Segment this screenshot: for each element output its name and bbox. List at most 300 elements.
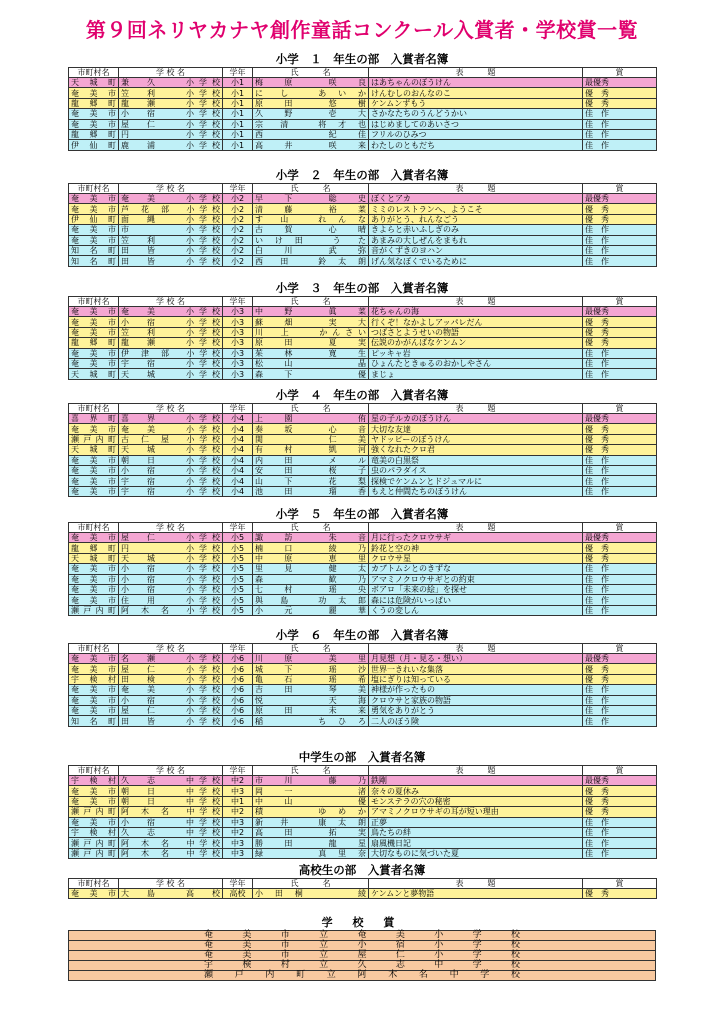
student-name-cell: 西 田 鈴 太 朗 bbox=[253, 256, 369, 266]
table-row bbox=[69, 109, 657, 119]
school-cell: 天 城 小学校 bbox=[119, 553, 223, 563]
municipality-cell: 天 城 町 bbox=[69, 553, 119, 563]
student-name-cell: 中 山 優 bbox=[253, 796, 369, 806]
student-name-cell: 積 ゆ め か bbox=[253, 807, 369, 817]
student-name-cell: 川 原 美 里 bbox=[253, 654, 369, 664]
story-title-cell: 神様が作ったもの bbox=[369, 685, 583, 695]
municipality-cell: 天 城 町 bbox=[69, 369, 119, 379]
section-title: 高校生の部 入賞者名簿 bbox=[298, 863, 426, 877]
award-cell: 佳 作 bbox=[583, 358, 657, 368]
municipality-cell: 天 城 町 bbox=[69, 445, 119, 455]
column-header-story-title: 表 題 bbox=[369, 184, 583, 194]
school-cell: 宇 宿 小学校 bbox=[119, 476, 223, 486]
story-title-cell: あまみの大しぜんをまもれ bbox=[369, 235, 583, 245]
column-header-grade: 学年 bbox=[223, 184, 253, 194]
table-row bbox=[69, 595, 657, 605]
table-row bbox=[69, 796, 657, 806]
column-header-student-name: 氏 名 bbox=[253, 297, 369, 307]
story-title-cell: 奈々の夏休み bbox=[369, 786, 583, 796]
student-name-cell: 松 山 晶 bbox=[253, 358, 369, 368]
table-row bbox=[69, 369, 657, 379]
school-cell: 朝 日 小学校 bbox=[119, 455, 223, 465]
municipality-cell: 奄 美 市 bbox=[69, 564, 119, 574]
table-row bbox=[69, 654, 657, 664]
award-cell: 最優秀 bbox=[583, 78, 657, 88]
award-cell: 佳 作 bbox=[583, 369, 657, 379]
grade-cell: 小5 bbox=[223, 543, 253, 553]
school-cell: 田 皆 小学校 bbox=[119, 256, 223, 266]
student-name-cell: 上 園 侑 bbox=[253, 414, 369, 424]
story-title-cell: 星の子ルカのぼうけん bbox=[369, 414, 583, 424]
grade-cell: 小5 bbox=[223, 533, 253, 543]
school-cell: 奄 美 小学校 bbox=[119, 685, 223, 695]
column-header-municipality: 市町村名 bbox=[69, 523, 119, 533]
award-cell: 最優秀 bbox=[583, 654, 657, 664]
table-header-row bbox=[69, 68, 657, 78]
table-row bbox=[69, 817, 657, 827]
municipality-cell: 伊 仙 町 bbox=[69, 214, 119, 224]
student-name-cell: 内 田 メ ル bbox=[253, 455, 369, 465]
story-title-cell: アマミノクロウサギとの約束 bbox=[369, 574, 583, 584]
municipality-cell: 龍 郷 町 bbox=[69, 98, 119, 108]
award-cell: 優 秀 bbox=[583, 796, 657, 806]
story-title-cell: 竜美の白黒祭 bbox=[369, 455, 583, 465]
school-cell: 小 宿 小学校 bbox=[119, 465, 223, 475]
story-title-cell: 大切なものに気づいた夏 bbox=[369, 848, 583, 858]
student-name-cell: 亀 石 瑶 希 bbox=[253, 674, 369, 684]
school-award-name: 奄美市立小宿小学校 bbox=[69, 941, 656, 951]
column-header-school: 学 校 名 bbox=[119, 184, 223, 194]
story-title-cell: 月見想（月・見る・想い） bbox=[369, 654, 583, 664]
student-name-cell: 梅 原 咲 良 bbox=[253, 78, 369, 88]
municipality-cell: 奄 美 市 bbox=[69, 235, 119, 245]
story-title-cell: けんむしのおんなのこ bbox=[369, 88, 583, 98]
award-cell: 佳 作 bbox=[583, 838, 657, 848]
municipality-cell: 奄 美 市 bbox=[69, 465, 119, 475]
municipality-cell: 奄 美 市 bbox=[69, 204, 119, 214]
table-header-row bbox=[69, 879, 657, 889]
school-cell: 宇 宿 小学校 bbox=[119, 486, 223, 496]
story-title-cell: きよらと赤いふしぎのみ bbox=[369, 225, 583, 235]
municipality-cell: 宇 検 村 bbox=[69, 827, 119, 837]
award-cell: 佳 作 bbox=[583, 716, 657, 726]
school-award-name: 宇検村立久志中学校 bbox=[69, 961, 656, 971]
column-header-story-title: 表 題 bbox=[369, 644, 583, 654]
story-title-cell: ぼくとアカ bbox=[369, 194, 583, 204]
municipality-cell: 奄 美 市 bbox=[69, 327, 119, 337]
grade-cell: 小4 bbox=[223, 465, 253, 475]
award-cell: 佳 作 bbox=[583, 574, 657, 584]
column-header-student-name: 氏 名 bbox=[253, 879, 369, 889]
student-name-cell: 古 賀 心 晴 bbox=[253, 225, 369, 235]
table-row bbox=[69, 327, 657, 337]
municipality-cell: 瀬戸内町 bbox=[69, 838, 119, 848]
column-header-municipality: 市町村名 bbox=[69, 68, 119, 78]
school-award-section bbox=[68, 915, 656, 981]
student-name-cell: 早 下 聡 史 bbox=[253, 194, 369, 204]
municipality-cell: 瀬戸内町 bbox=[69, 807, 119, 817]
school-cell: 小 宿 小学校 bbox=[119, 574, 223, 584]
student-name-cell: 小 田 桐 綾 bbox=[253, 889, 369, 899]
student-name-cell: 山 下 花 梨 bbox=[253, 476, 369, 486]
award-cell: 佳 作 bbox=[583, 705, 657, 715]
student-name-cell: 関 仁 美 bbox=[253, 434, 369, 444]
table-row bbox=[69, 838, 657, 848]
table-row bbox=[69, 434, 657, 444]
story-title-cell: げん気なぼくでいるために bbox=[369, 256, 583, 266]
table-row bbox=[69, 705, 657, 715]
grade-cell: 小5 bbox=[223, 605, 253, 615]
entry-table bbox=[68, 765, 657, 859]
entry-section bbox=[68, 507, 656, 616]
grade-cell: 小6 bbox=[223, 716, 253, 726]
school-cell: 笠 利 小学校 bbox=[119, 88, 223, 98]
award-cell: 優 秀 bbox=[583, 317, 657, 327]
story-title-cell: 鳥たちの絆 bbox=[369, 827, 583, 837]
grade-cell: 小4 bbox=[223, 486, 253, 496]
column-header-grade: 学年 bbox=[223, 68, 253, 78]
grade-cell: 小4 bbox=[223, 476, 253, 486]
table-row bbox=[69, 338, 657, 348]
student-name-cell: 中 野 眞 菜 bbox=[253, 307, 369, 317]
municipality-cell: 奄 美 市 bbox=[69, 476, 119, 486]
story-title-cell: 探検でケンムンとドジュマルに bbox=[369, 476, 583, 486]
grade-cell: 中3 bbox=[223, 838, 253, 848]
student-name-cell: 里 見 健 太 bbox=[253, 564, 369, 574]
grade-cell: 小5 bbox=[223, 584, 253, 594]
story-title-cell: ピッキャ岩 bbox=[369, 348, 583, 358]
student-name-cell: 原 田 夏 実 bbox=[253, 338, 369, 348]
grade-cell: 小4 bbox=[223, 414, 253, 424]
student-name-cell: 諏 訪 朱 音 bbox=[253, 533, 369, 543]
student-name-cell: 宗 清 将 才 也 bbox=[253, 119, 369, 129]
column-header-school: 学 校 名 bbox=[119, 879, 223, 889]
school-award-row bbox=[69, 931, 656, 941]
table-row bbox=[69, 605, 657, 615]
grade-cell: 小1 bbox=[223, 119, 253, 129]
grade-cell: 中2 bbox=[223, 776, 253, 786]
table-row bbox=[69, 584, 657, 594]
column-header-award: 賞 bbox=[583, 644, 657, 654]
student-name-cell: 市 川 藤 乃 bbox=[253, 776, 369, 786]
municipality-cell: 奄 美 市 bbox=[69, 424, 119, 434]
grade-cell: 小5 bbox=[223, 595, 253, 605]
story-title-cell: 塩にぎりは知っている bbox=[369, 674, 583, 684]
award-cell: 佳 作 bbox=[583, 564, 657, 574]
column-header-school: 学 校 名 bbox=[119, 644, 223, 654]
municipality-cell: 瀬戸内町 bbox=[69, 605, 119, 615]
column-header-school: 学 校 名 bbox=[119, 297, 223, 307]
municipality-cell: 奄 美 市 bbox=[69, 796, 119, 806]
table-row bbox=[69, 307, 657, 317]
grade-cell: 小1 bbox=[223, 140, 253, 150]
student-name-cell: 茱 林 寛 生 bbox=[253, 348, 369, 358]
school-cell: 兼 久 小学校 bbox=[119, 78, 223, 88]
entry-section bbox=[68, 52, 656, 151]
grade-cell: 小2 bbox=[223, 204, 253, 214]
entry-section bbox=[68, 168, 656, 267]
school-cell: 円 小学校 bbox=[119, 129, 223, 139]
column-header-story-title: 表 題 bbox=[369, 297, 583, 307]
student-name-cell: に し あ い か bbox=[253, 88, 369, 98]
municipality-cell: 奄 美 市 bbox=[69, 88, 119, 98]
table-row bbox=[69, 685, 657, 695]
table-row bbox=[69, 88, 657, 98]
section-title: 中学生の部 入賞者名簿 bbox=[298, 750, 426, 764]
school-cell: 龍 瀬 小学校 bbox=[119, 338, 223, 348]
story-title-cell: くうの変しん bbox=[369, 605, 583, 615]
school-cell: 喜 界 小学校 bbox=[119, 414, 223, 424]
award-cell: 優 秀 bbox=[583, 338, 657, 348]
entry-table bbox=[68, 522, 657, 616]
grade-cell: 小6 bbox=[223, 695, 253, 705]
column-header-school: 学 校 名 bbox=[119, 404, 223, 414]
municipality-cell: 龍 郷 町 bbox=[69, 129, 119, 139]
school-award-title: 学 校 賞 bbox=[321, 916, 403, 929]
grade-cell: 小2 bbox=[223, 214, 253, 224]
story-title-cell: 勇気をありがとう bbox=[369, 705, 583, 715]
school-cell: 屋 仁 小学校 bbox=[119, 664, 223, 674]
table-row bbox=[69, 78, 657, 88]
award-cell: 佳 作 bbox=[583, 348, 657, 358]
award-cell: 佳 作 bbox=[583, 595, 657, 605]
student-name-cell: 清 藤 裕 菜 bbox=[253, 204, 369, 214]
municipality-cell: 奄 美 市 bbox=[69, 685, 119, 695]
table-row bbox=[69, 225, 657, 235]
grade-cell: 中3 bbox=[223, 786, 253, 796]
table-row bbox=[69, 424, 657, 434]
column-header-grade: 学年 bbox=[223, 879, 253, 889]
story-title-cell: 虫のパラダイス bbox=[369, 465, 583, 475]
school-cell: 久 志 中学校 bbox=[119, 827, 223, 837]
table-row bbox=[69, 574, 657, 584]
entry-table bbox=[68, 183, 657, 267]
award-cell: 佳 作 bbox=[583, 119, 657, 129]
municipality-cell: 奄 美 市 bbox=[69, 348, 119, 358]
award-cell: 佳 作 bbox=[583, 225, 657, 235]
municipality-cell: 龍 郷 町 bbox=[69, 338, 119, 348]
story-title-cell: 行くぞ！なかよしアッパレだん bbox=[369, 317, 583, 327]
award-cell: 佳 作 bbox=[583, 685, 657, 695]
column-header-grade: 学年 bbox=[223, 766, 253, 776]
story-title-cell: つばさとようせいの物語 bbox=[369, 327, 583, 337]
section-title: 小学 ５ 年生の部 入賞者名簿 bbox=[275, 507, 449, 521]
student-name-cell: 高 田 拓 実 bbox=[253, 827, 369, 837]
municipality-cell: 龍 郷 町 bbox=[69, 543, 119, 553]
column-header-grade: 学年 bbox=[223, 404, 253, 414]
section-title: 小学 ６ 年生の部 入賞者名簿 bbox=[275, 628, 449, 642]
table-row bbox=[69, 194, 657, 204]
table-row bbox=[69, 674, 657, 684]
grade-cell: 小3 bbox=[223, 348, 253, 358]
column-header-award: 賞 bbox=[583, 68, 657, 78]
award-cell: 佳 作 bbox=[583, 817, 657, 827]
school-cell: 住 用 小学校 bbox=[119, 595, 223, 605]
award-cell: 佳 作 bbox=[583, 455, 657, 465]
municipality-cell: 喜 界 町 bbox=[69, 414, 119, 424]
award-cell: 佳 作 bbox=[583, 848, 657, 858]
story-title-cell: わたしのともだち bbox=[369, 140, 583, 150]
table-row bbox=[69, 695, 657, 705]
column-header-student-name: 氏 名 bbox=[253, 404, 369, 414]
award-cell: 佳 作 bbox=[583, 695, 657, 705]
school-cell: 大 島 高 校 bbox=[119, 889, 223, 899]
story-title-cell: アマミノクロウサギの耳が短い理由 bbox=[369, 807, 583, 817]
story-title-cell: ありがとう、れんなごう bbox=[369, 214, 583, 224]
table-row bbox=[69, 553, 657, 563]
story-title-cell: 鈴花と空の神 bbox=[369, 543, 583, 553]
column-header-municipality: 市町村名 bbox=[69, 184, 119, 194]
award-cell: 最優秀 bbox=[583, 414, 657, 424]
column-header-story-title: 表 題 bbox=[369, 879, 583, 889]
entry-table bbox=[68, 878, 657, 899]
column-header-student-name: 氏 名 bbox=[253, 766, 369, 776]
student-name-cell: す 山 れ ん な bbox=[253, 214, 369, 224]
school-cell: 小 宿 小学校 bbox=[119, 564, 223, 574]
table-row bbox=[69, 476, 657, 486]
table-row bbox=[69, 786, 657, 796]
column-header-school: 学 校 名 bbox=[119, 766, 223, 776]
school-cell: 朝 日 中学校 bbox=[119, 786, 223, 796]
municipality-cell: 奄 美 市 bbox=[69, 664, 119, 674]
column-header-municipality: 市町村名 bbox=[69, 644, 119, 654]
grade-cell: 小4 bbox=[223, 424, 253, 434]
award-cell: 優 秀 bbox=[583, 327, 657, 337]
municipality-cell: 伊 仙 町 bbox=[69, 140, 119, 150]
grade-cell: 中2 bbox=[223, 827, 253, 837]
school-cell: 阿 木 名 中学校 bbox=[119, 848, 223, 858]
grade-cell: 小1 bbox=[223, 98, 253, 108]
school-cell: 名 瀬 小学校 bbox=[119, 654, 223, 664]
school-cell: 屋 仁 小学校 bbox=[119, 533, 223, 543]
grade-cell: 小4 bbox=[223, 445, 253, 455]
story-title-cell: フリルのひみつ bbox=[369, 129, 583, 139]
award-cell: 優 秀 bbox=[583, 553, 657, 563]
grade-cell: 中2 bbox=[223, 807, 253, 817]
municipality-cell: 宇 検 村 bbox=[69, 674, 119, 684]
story-title-cell: 月に行ったクロウサギ bbox=[369, 533, 583, 543]
school-cell: 天 城 小学校 bbox=[119, 445, 223, 455]
school-cell: 円 小学校 bbox=[119, 543, 223, 553]
school-award-table bbox=[68, 930, 656, 981]
student-name-cell: 中 原 恵 里 bbox=[253, 553, 369, 563]
table-row bbox=[69, 348, 657, 358]
school-award-row bbox=[69, 971, 656, 981]
grade-cell: 小3 bbox=[223, 317, 253, 327]
student-name-cell: 城 下 瑶 沙 bbox=[253, 664, 369, 674]
municipality-cell: 奄 美 市 bbox=[69, 705, 119, 715]
award-cell: 佳 作 bbox=[583, 140, 657, 150]
table-row bbox=[69, 256, 657, 266]
school-cell: 古 仁 屋 小学校 bbox=[119, 434, 223, 444]
grade-cell: 小4 bbox=[223, 455, 253, 465]
student-name-cell: 原 田 悠 樹 bbox=[253, 98, 369, 108]
section-title: 小学 １ 年生の部 入賞者名簿 bbox=[275, 52, 449, 66]
student-name-cell: 久 野 壱 大 bbox=[253, 109, 369, 119]
column-header-municipality: 市町村名 bbox=[69, 766, 119, 776]
municipality-cell: 奄 美 市 bbox=[69, 817, 119, 827]
table-header-row bbox=[69, 404, 657, 414]
award-cell: 優 秀 bbox=[583, 674, 657, 684]
table-row bbox=[69, 414, 657, 424]
student-name-cell: 安 田 桜 子 bbox=[253, 465, 369, 475]
table-row bbox=[69, 465, 657, 475]
grade-cell: 小1 bbox=[223, 109, 253, 119]
municipality-cell: 瀬戸内町 bbox=[69, 848, 119, 858]
school-cell: 久 志 中学校 bbox=[119, 776, 223, 786]
municipality-cell: 奄 美 市 bbox=[69, 486, 119, 496]
table-header-row bbox=[69, 523, 657, 533]
municipality-cell: 奄 美 市 bbox=[69, 786, 119, 796]
student-name-cell: 有 村 凱 河 bbox=[253, 445, 369, 455]
municipality-cell: 奄 美 市 bbox=[69, 889, 119, 899]
student-name-cell: 岡 一 渚 bbox=[253, 786, 369, 796]
story-title-cell: もえと仲間たちのぼうけん bbox=[369, 486, 583, 496]
story-title-cell: 鉄剛 bbox=[369, 776, 583, 786]
municipality-cell: 奄 美 市 bbox=[69, 584, 119, 594]
award-cell: 佳 作 bbox=[583, 235, 657, 245]
table-row bbox=[69, 807, 657, 817]
column-header-student-name: 氏 名 bbox=[253, 68, 369, 78]
story-title-cell: さかなたちのうんどうかい bbox=[369, 109, 583, 119]
municipality-cell: 奄 美 市 bbox=[69, 695, 119, 705]
entry-table bbox=[68, 67, 657, 151]
grade-cell: 小2 bbox=[223, 256, 253, 266]
entry-section bbox=[68, 863, 656, 899]
award-cell: 優 秀 bbox=[583, 434, 657, 444]
column-header-award: 賞 bbox=[583, 184, 657, 194]
grade-cell: 小5 bbox=[223, 574, 253, 584]
school-cell: 鹿 浦 小学校 bbox=[119, 140, 223, 150]
entry-table bbox=[68, 403, 657, 497]
student-name-cell: 森 歓 乃 bbox=[253, 574, 369, 584]
student-name-cell: 新 井 康 太 朗 bbox=[253, 817, 369, 827]
student-name-cell: 白 川 武 弥 bbox=[253, 245, 369, 255]
award-cell: 佳 作 bbox=[583, 584, 657, 594]
award-cell: 最優秀 bbox=[583, 776, 657, 786]
award-cell: 佳 作 bbox=[583, 486, 657, 496]
school-cell: 面 縄 小学校 bbox=[119, 214, 223, 224]
award-cell: 最優秀 bbox=[583, 307, 657, 317]
column-header-story-title: 表 題 bbox=[369, 523, 583, 533]
grade-cell: 小5 bbox=[223, 564, 253, 574]
award-cell: 佳 作 bbox=[583, 129, 657, 139]
column-header-grade: 学年 bbox=[223, 523, 253, 533]
story-title-cell: モンステラの穴の秘密 bbox=[369, 796, 583, 806]
column-header-student-name: 氏 名 bbox=[253, 644, 369, 654]
column-header-municipality: 市町村名 bbox=[69, 404, 119, 414]
award-cell: 優 秀 bbox=[583, 204, 657, 214]
table-row bbox=[69, 140, 657, 150]
school-cell: 笠 利 小学校 bbox=[119, 235, 223, 245]
story-title-cell: 森には危険がいっぱい bbox=[369, 595, 583, 605]
student-name-cell: 奏 坂 心 音 bbox=[253, 424, 369, 434]
column-header-award: 賞 bbox=[583, 766, 657, 776]
table-row bbox=[69, 445, 657, 455]
municipality-cell: 奄 美 市 bbox=[69, 109, 119, 119]
municipality-cell: 奄 美 市 bbox=[69, 455, 119, 465]
student-name-cell: 與 島 功 太 郎 bbox=[253, 595, 369, 605]
table-row bbox=[69, 664, 657, 674]
table-row bbox=[69, 317, 657, 327]
student-name-cell: 原 田 未 来 bbox=[253, 705, 369, 715]
school-cell: 田 検 小学校 bbox=[119, 674, 223, 684]
column-header-award: 賞 bbox=[583, 297, 657, 307]
story-title-cell: 花ちゃんの海 bbox=[369, 307, 583, 317]
student-name-cell: 高 井 咲 来 bbox=[253, 140, 369, 150]
school-award-row bbox=[69, 961, 656, 971]
award-cell: 優 秀 bbox=[583, 786, 657, 796]
